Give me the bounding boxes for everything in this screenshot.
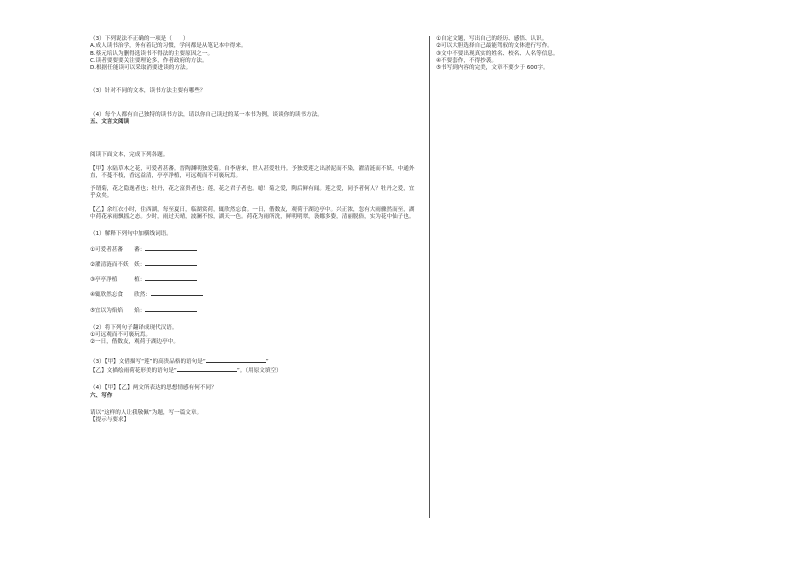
question-own-method: （4）每个人都有自己独特的读书方法，请以你自己读过的某一本书为例，谈谈你的读书方法。: [90, 111, 323, 118]
question-reading-methods: （3）针对不同的文本，读书方法主要有哪些？: [90, 88, 206, 95]
answer-blank[interactable]: [145, 260, 197, 266]
reading-instruction: 阅读下面文本，完成下列各题。: [90, 152, 169, 159]
column-divider: [429, 36, 430, 518]
right-column: [436, 36, 706, 72]
option-b: B.蔡元培认为删得选读书不得法的主要原因之一。: [90, 50, 214, 57]
option-c: C.读者要要要关注要理论多，作者政府的方法。: [90, 57, 208, 64]
explain-item-3: ③亭亭净植 植：: [90, 275, 420, 284]
requirement-2: ②可以大胆选择自己最能驾驭的文体进行写作。: [436, 43, 553, 50]
question-translate: （2）将下列句子翻译成现代汉语。: [90, 324, 178, 331]
requirement-4: ④不要套作，不得抄袭。: [436, 57, 497, 64]
requirement-1: ①自定文题，写出自己的经历、感悟、认识。: [436, 36, 548, 42]
fill-blank[interactable]: [206, 357, 266, 363]
writing-requirements-label: 【提示与要求】: [90, 417, 130, 424]
requirement-3: ③文中不要出现真实的姓名、校名、人名等信息。: [436, 50, 559, 57]
answer-blank[interactable]: [151, 290, 203, 296]
left-column: [90, 36, 420, 425]
explain-item-2: ②濯清涟而不妖 妖：: [90, 260, 420, 269]
question-fill-1: （3）【甲】文借描写“莲”的高贵品格的语句是“ ”: [90, 358, 269, 365]
section-6-title: 六、写作: [90, 392, 113, 399]
explain-item-4: ④辄欣然忘食 欣然：: [90, 290, 420, 299]
translate-item-1: ①可远观而不可亵玩焉。: [90, 332, 151, 339]
explain-item-1: ①可爱者甚蕃 蕃：: [90, 245, 420, 254]
section-5-title: 五、文言文阅读: [90, 119, 130, 126]
passage-yi: 【乙】余红衣小时，住西湖，每至夏日，临湖赏荷，辄欣然忘食。一日，偕数友，观荷于湖边亭中。兴正浓，忽有大雨骤然而至，湖中荷花承雨飘摇之态。少时，雨过天晴，波澜不惊，湖天一色。荷花为雨所洗，鲜明明翠，袅娜多姿，清丽脱俗，实为花中仙子也。: [90, 206, 415, 220]
question-explain-words: （1）解释下列句中加横线词语。: [90, 231, 172, 238]
question-fill-2: 【乙】文描绘雨荷花形美的语句是“ ”。（用原文填空）: [90, 368, 282, 375]
answer-blank[interactable]: [145, 275, 197, 281]
question-compare: （4）【甲】【乙】两文所表达的思想情感有何不同？: [90, 385, 217, 392]
passage-jia-2: 予谓菊，花之隐逸者也；牡丹，花之富贵者也；莲，花之君子者也。噫！菊之爱，陶后鲜有闻。莲之爱，同予者何人？牡丹之爱，宜乎众矣。: [90, 186, 415, 200]
fill-blank[interactable]: [177, 366, 237, 372]
requirement-5: ⑤书写到内容的完美，文章不要少于 600字。: [436, 65, 549, 72]
question-3-stem: （3）下列说法不正确的一项是（ ）: [90, 36, 189, 42]
option-d: D.根据任能读可以采取消要进读的方法。: [90, 65, 192, 72]
answer-blank[interactable]: [145, 245, 197, 251]
explain-item-5: ⑤宜以为焰焰 焰：: [90, 306, 420, 315]
option-a: A.成人读书治学，务有着记的习惯，学问都是从笔记本中得来。: [90, 43, 247, 50]
passage-jia: 【甲】水陆草木之花，可爱者甚蕃。晋陶渊明独爱菊。自李唐来，世人甚爱牡丹。予独爱莲之出淤泥而不染，濯清涟而不妖，中通外直，不蔓不枝，香远益清，亭亭净植，可远观而不可亵玩焉。: [90, 165, 415, 179]
writing-prompt: 请以“这样的人让我敬佩”为题，写一篇文章。: [90, 409, 203, 416]
answer-blank[interactable]: [145, 306, 197, 312]
translate-item-2: ②一日，偕数友，观荷于湖边亭中。: [90, 339, 179, 346]
